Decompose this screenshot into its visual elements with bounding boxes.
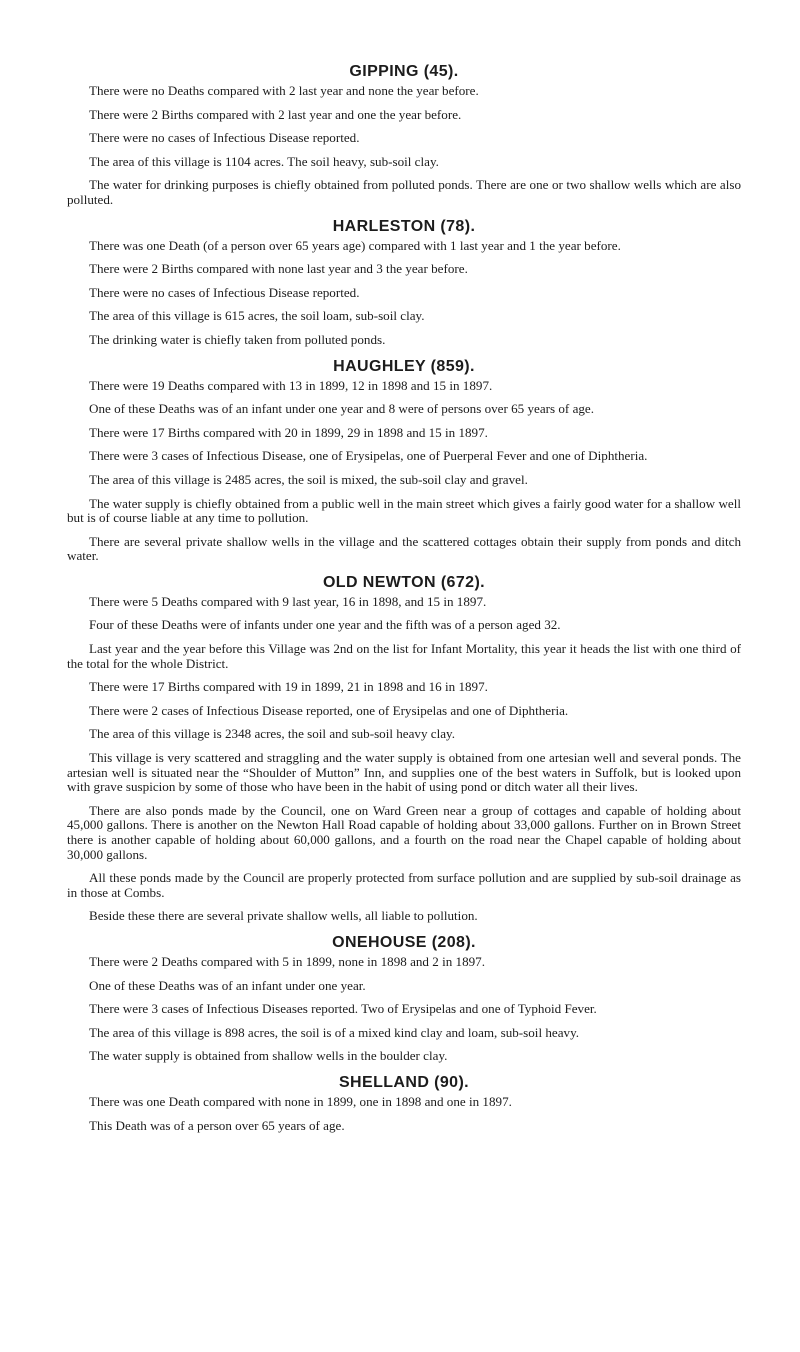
paragraph: The area of this village is 1104 acres. The soil heavy, sub-soil clay. (89, 153, 439, 169)
paragraph: All these ponds made by the Council are properly protected from surface pollution and are supplied by sub-soil drainage as in those at Combs. (67, 870, 741, 900)
village-heading: ONEHOUSE (208). (332, 933, 476, 951)
village-section (67, 1073, 741, 1133)
paragraph: The area of this village is 898 acres, the soil is of a mixed kind clay and loam, sub-soil heavy. (89, 1024, 580, 1040)
village-heading: HAUGHLEY (859). (333, 357, 475, 375)
village-heading: SHELLAND (90). (338, 1073, 470, 1091)
paragraph: There were 3 cases of Infectious Diseases reported. Two of Erysipelas and one of Typhoid Fever. (89, 1001, 597, 1017)
paragraph: One of these Deaths was of an infant under one year and 8 were of persons over 65 years of age. (89, 401, 595, 417)
village-heading: OLD NEWTON (672). (322, 573, 486, 591)
paragraph: There were no cases of Infectious Disease reported. (89, 130, 360, 146)
paragraph: There were 19 Deaths compared with 13 in 1899, 12 in 1898 and 15 in 1897. (89, 377, 493, 393)
paragraph: The area of this village is 2485 acres, the soil is mixed, the sub-soil clay and gravel. (89, 471, 528, 487)
paragraph: There were 3 cases of Infectious Disease, one of Erysipelas, one of Puerperal Fever and one of Diphtheria. (89, 448, 648, 464)
village-heading: HARLESTON (78). (332, 217, 476, 235)
paragraph: This Death was of a person over 65 years of age. (89, 1117, 345, 1133)
paragraph: There were 17 Births compared with 19 in 1899, 21 in 1898 and 16 in 1897. (89, 679, 488, 695)
paragraph: There were 2 Deaths compared with 5 in 1899, none in 1898 and 2 in 1897. (89, 953, 485, 969)
village-section (67, 357, 741, 564)
paragraph: Four of these Deaths were of infants under one year and the fifth was of a person aged 32. (89, 617, 561, 633)
paragraph: The area of this village is 615 acres, the soil loam, sub-soil clay. (89, 308, 425, 324)
paragraph: There was one Death compared with none in 1899, one in 1898 and one in 1897. (89, 1093, 512, 1109)
paragraph: There were 5 Deaths compared with 9 last year, 16 in 1898, and 15 in 1897. (89, 593, 487, 609)
paragraph: The water for drinking purposes is chiefly obtained from polluted ponds. There are one or two shallow wells which are also polluted. (67, 177, 741, 207)
paragraph: There were 17 Births compared with 20 in 1899, 29 in 1898 and 15 in 1897. (89, 424, 488, 440)
paragraph: Beside these there are several private shallow wells, all liable to pollution. (89, 908, 478, 924)
paragraph: The water supply is obtained from shallow wells in the boulder clay. (89, 1048, 448, 1064)
paragraph: One of these Deaths was of an infant under one year. (89, 977, 366, 993)
village-section (67, 62, 741, 208)
paragraph: There were 2 Births compared with 2 last year and one the year before. (89, 106, 462, 122)
paragraph: There were 2 cases of Infectious Disease reported, one of Erysipelas and one of Diphtheria. (89, 702, 569, 718)
report-body (67, 62, 741, 1142)
paragraph: There are several private shallow wells in the village and the scattered cottages obtain their supply from ponds and ditch water. (67, 533, 741, 564)
paragraph: The drinking water is chiefly taken from polluted ponds. (89, 331, 386, 347)
paragraph: There were no Deaths compared with 2 last year and none the year before. (89, 83, 479, 98)
paragraph: There was one Death (of a person over 65 years age) compared with 1 last year and 1 the year before. (89, 237, 621, 253)
paragraph: There were no cases of Infectious Disease reported. (89, 284, 360, 300)
village-section (67, 933, 741, 1064)
paragraph: There were 2 Births compared with none last year and 3 the year before. (89, 261, 468, 277)
paragraph: This village is very scattered and straggling and the water supply is obtained from one artesian well and several ponds. The artesian well is situated near the “Shoulder of Mutton” Inn, and supplies one of the best waters in Suffolk, but is looked upon with grave suspicion by some of those who have been in the habit of using pond or ditch water all their lives. (67, 750, 741, 795)
paragraph: There are also ponds made by the Council, one on Ward Green near a group of cottages and capable of holding about 45,000 gallons. There is another on the Newton Hall Road capable of holding about 33,000 gallons. Further on in Brown Street there is another capable of holding about 60,000 gallons, and a fourth on the road near the Chapel capable of holding about 30,000 gallons. (67, 802, 741, 862)
paragraph: Last year and the year before this Village was 2nd on the list for Infant Mortality, this year it heads the list with one third of the total for the whole District. (67, 641, 741, 671)
village-section (67, 217, 741, 348)
village-section (67, 573, 741, 924)
paragraph: The water supply is chiefly obtained from a public well in the main street which gives a fairly good water for a shallow well but is of course liable at any time to pollution. (67, 495, 741, 526)
paragraph: The area of this village is 2348 acres, the soil and sub-soil heavy clay. (89, 726, 456, 742)
village-heading: GIPPING (45). (349, 63, 459, 80)
